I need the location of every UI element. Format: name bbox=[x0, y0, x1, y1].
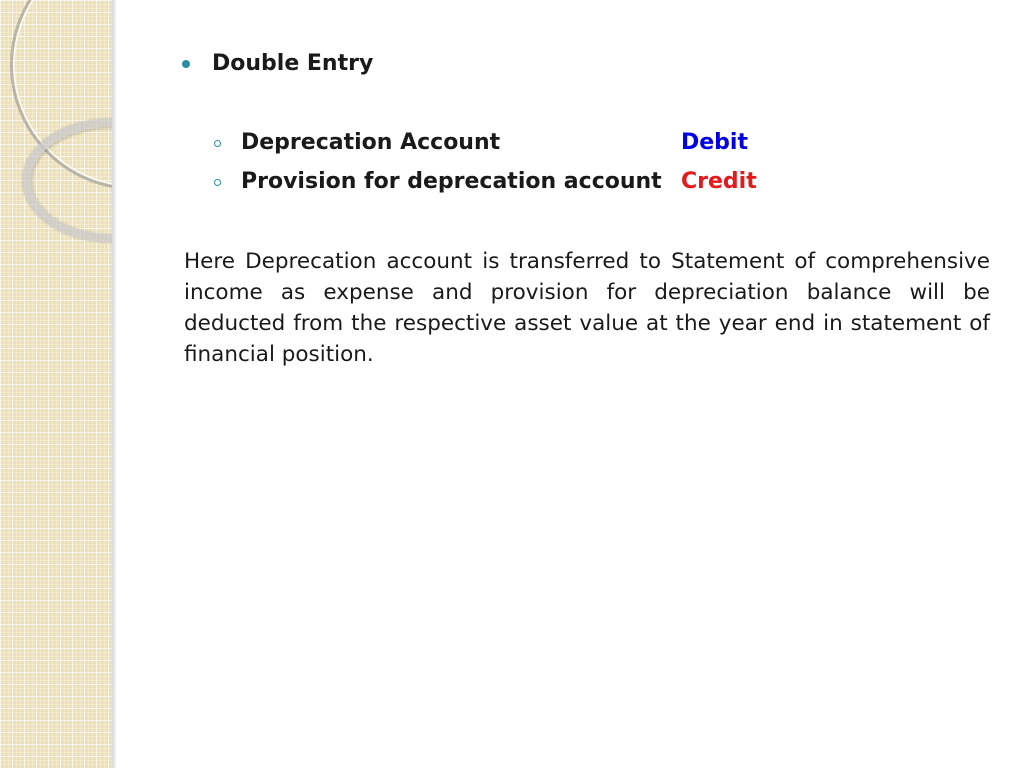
bullet-heading: Double Entry bbox=[212, 51, 374, 76]
sub-bullet-icon bbox=[214, 140, 221, 147]
sub-bullet-icon bbox=[214, 179, 221, 186]
bullet-dot-icon bbox=[182, 60, 190, 68]
journal-entry-row bbox=[214, 129, 748, 157]
entry-side-debit: Debit bbox=[681, 130, 748, 155]
entry-account: Deprecation Account bbox=[241, 130, 501, 155]
journal-entry-row bbox=[214, 168, 757, 196]
entry-account: Provision for deprecation account bbox=[241, 169, 662, 194]
bullet-item bbox=[182, 50, 373, 78]
entry-side-credit: Credit bbox=[681, 169, 757, 194]
explanation-paragraph: Here Deprecation account is transferred to Statement of comprehensive income as expense and provision for depreciation balance will be deducted from the respective asset value at the year end in statement of financial position. bbox=[184, 249, 990, 367]
